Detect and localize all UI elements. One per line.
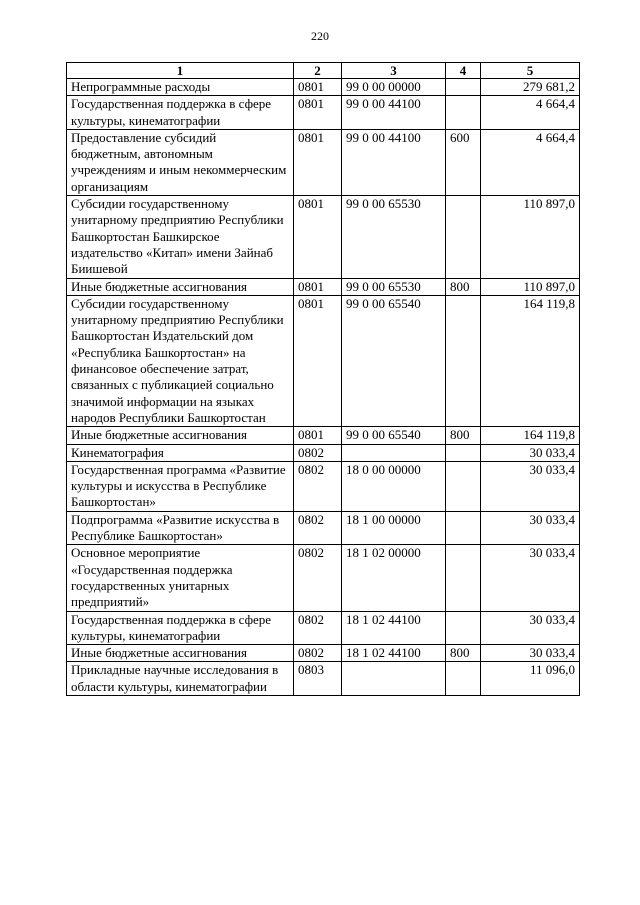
row-amount: 110 897,0 xyxy=(481,278,580,295)
row-section: 0801 xyxy=(294,196,342,278)
row-amount: 4 664,4 xyxy=(481,96,580,130)
header-col-4: 4 xyxy=(446,63,481,79)
row-name: Иные бюджетные ассигнования xyxy=(67,645,294,662)
table-row xyxy=(67,645,580,662)
row-section: 0801 xyxy=(294,129,342,195)
table-row xyxy=(67,79,580,96)
row-code xyxy=(342,444,446,461)
header-col-3: 3 xyxy=(342,63,446,79)
row-code: 18 1 02 00000 xyxy=(342,545,446,611)
row-section: 0801 xyxy=(294,278,342,295)
budget-table xyxy=(66,62,580,696)
row-code xyxy=(342,662,446,696)
row-type xyxy=(446,611,481,645)
row-type xyxy=(446,295,481,426)
row-section: 0802 xyxy=(294,444,342,461)
row-amount: 4 664,4 xyxy=(481,129,580,195)
row-type: 800 xyxy=(446,645,481,662)
row-name: Государственная поддержка в сфере культуры, кинематографии xyxy=(67,96,294,130)
row-amount: 30 033,4 xyxy=(481,611,580,645)
table-row xyxy=(67,96,580,130)
row-name: Кинематография xyxy=(67,444,294,461)
row-name: Государственная поддержка в сфере культуры, кинематографии xyxy=(67,611,294,645)
row-section: 0802 xyxy=(294,461,342,511)
row-section: 0802 xyxy=(294,511,342,545)
row-name: Государственная программа «Развитие культуры и искусства в Республике Башкортостан» xyxy=(67,461,294,511)
row-name: Подпрограмма «Развитие искусства в Республике Башкортостан» xyxy=(67,511,294,545)
row-type xyxy=(446,196,481,278)
table-row xyxy=(67,129,580,195)
table-row xyxy=(67,427,580,444)
table-row xyxy=(67,444,580,461)
table-row xyxy=(67,662,580,696)
row-name: Непрограммные расходы xyxy=(67,79,294,96)
row-name: Прикладные научные исследования в области культуры, кинематографии xyxy=(67,662,294,696)
row-name: Основное мероприятие «Государственная поддержка государственных унитарных предприятий» xyxy=(67,545,294,611)
row-section: 0801 xyxy=(294,96,342,130)
row-type xyxy=(446,545,481,611)
row-amount: 164 119,8 xyxy=(481,427,580,444)
row-type xyxy=(446,461,481,511)
table-row xyxy=(67,511,580,545)
header-col-1: 1 xyxy=(67,63,294,79)
table-row xyxy=(67,295,580,426)
row-amount: 30 033,4 xyxy=(481,645,580,662)
row-code: 99 0 00 65540 xyxy=(342,427,446,444)
row-section: 0802 xyxy=(294,645,342,662)
row-amount: 11 096,0 xyxy=(481,662,580,696)
row-amount: 279 681,2 xyxy=(481,79,580,96)
row-code: 18 1 02 44100 xyxy=(342,611,446,645)
row-section: 0801 xyxy=(294,427,342,444)
table-row xyxy=(67,461,580,511)
table-row xyxy=(67,278,580,295)
row-name: Предоставление субсидий бюджетным, автономным учреждениям и иным некоммерческим организациям xyxy=(67,129,294,195)
row-code: 99 0 00 00000 xyxy=(342,79,446,96)
row-type xyxy=(446,444,481,461)
row-amount: 30 033,4 xyxy=(481,444,580,461)
table-row xyxy=(67,545,580,611)
row-code: 99 0 00 65530 xyxy=(342,196,446,278)
row-section: 0802 xyxy=(294,545,342,611)
row-name: Субсидии государственному унитарному предприятию Республики Башкортостан Башкирское издательство «Китап» имени Зайнаб Биишевой xyxy=(67,196,294,278)
row-type xyxy=(446,79,481,96)
row-amount: 30 033,4 xyxy=(481,511,580,545)
table-row xyxy=(67,196,580,278)
row-type: 600 xyxy=(446,129,481,195)
row-code: 18 0 00 00000 xyxy=(342,461,446,511)
row-code: 18 1 00 00000 xyxy=(342,511,446,545)
row-name: Иные бюджетные ассигнования xyxy=(67,427,294,444)
row-name: Субсидии государственному унитарному предприятию Республики Башкортостан Издательский дом «Республика Башкортостан» на финансовое обеспечение затрат, связанных с публикацией социально значимой информации на языках народов Республики Башкортостан xyxy=(67,295,294,426)
row-type: 800 xyxy=(446,427,481,444)
page-number: 220 xyxy=(311,29,329,43)
header-col-2: 2 xyxy=(294,63,342,79)
row-amount: 30 033,4 xyxy=(481,461,580,511)
row-code: 99 0 00 44100 xyxy=(342,96,446,130)
header-col-5: 5 xyxy=(481,63,580,79)
row-amount: 110 897,0 xyxy=(481,196,580,278)
row-type xyxy=(446,96,481,130)
row-section: 0801 xyxy=(294,79,342,96)
row-section: 0802 xyxy=(294,611,342,645)
row-type xyxy=(446,662,481,696)
table-header-row xyxy=(67,63,580,79)
row-code: 99 0 00 65530 xyxy=(342,278,446,295)
row-name: Иные бюджетные ассигнования xyxy=(67,278,294,295)
row-amount: 164 119,8 xyxy=(481,295,580,426)
row-type: 800 xyxy=(446,278,481,295)
row-code: 99 0 00 65540 xyxy=(342,295,446,426)
row-amount: 30 033,4 xyxy=(481,545,580,611)
row-type xyxy=(446,511,481,545)
row-section: 0801 xyxy=(294,295,342,426)
table-row xyxy=(67,611,580,645)
row-code: 18 1 02 44100 xyxy=(342,645,446,662)
row-section: 0803 xyxy=(294,662,342,696)
row-code: 99 0 00 44100 xyxy=(342,129,446,195)
